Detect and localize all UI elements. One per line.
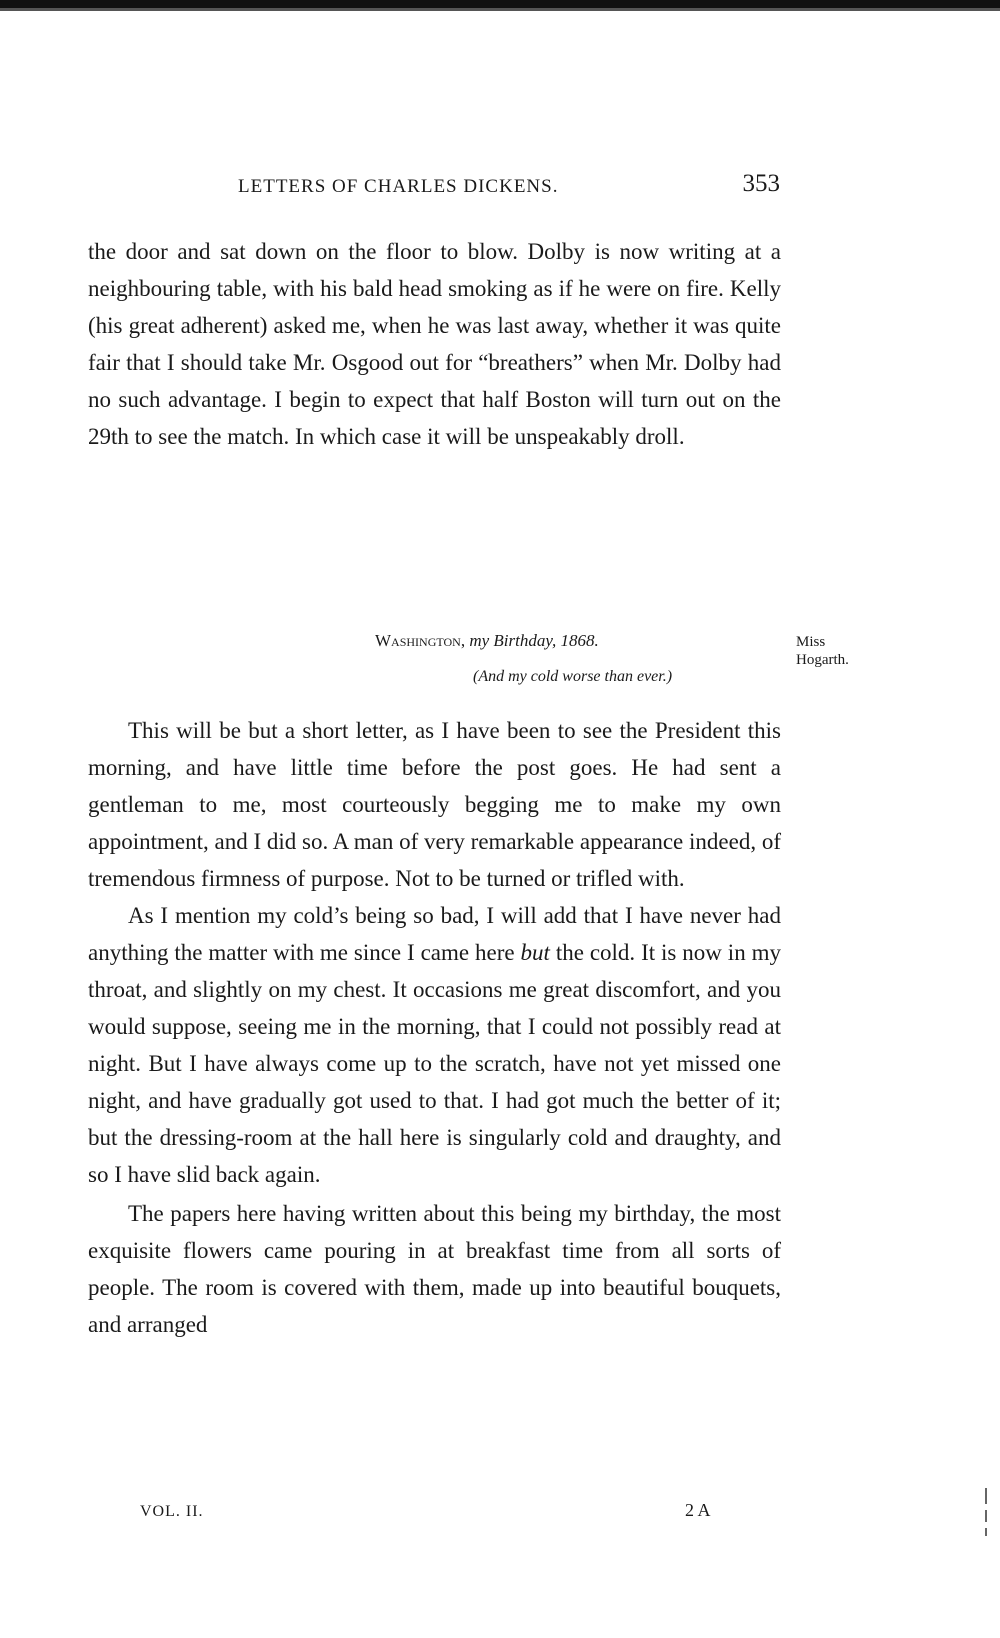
running-title: LETTERS OF CHARLES DICKENS.	[238, 176, 559, 197]
recipient-line-2: Hogarth.	[796, 652, 849, 668]
page-number: 353	[742, 170, 780, 197]
recipient-line-1: Miss	[796, 634, 826, 650]
continuation-paragraph	[88, 233, 781, 455]
scan-margin-mark	[985, 1528, 987, 1536]
letter-paragraph-2-emphasis: but	[520, 940, 550, 965]
scan-edge-shadow	[0, 8, 1000, 11]
letter-note: (And my cold worse than ever.)	[473, 668, 673, 685]
page-header	[238, 170, 780, 198]
letter-date: my Birthday, 1868.	[469, 631, 599, 650]
scan-margin-mark	[985, 1488, 987, 1504]
letter-paragraph-3: The papers here having written about this being my birthday, the most exquisite flowers came pouring in at breakfast time from all sorts of people. The room is covered with them, made up into beautiful bouquets, and arranged	[88, 1201, 781, 1337]
letter-paragraph-2-a: As I mention my cold’s being so bad, I will add that I have never had anything the matter with me since I came here	[88, 903, 781, 965]
letter-paragraph-1: This will be but a short letter, as I have been to see the President this morning, and have little time before the post goes. He had sent a gentleman to me, most courteously begging me to make my own appointment, and I did so. A man of very remarkable appearance indeed, of tremendous firmness of purpose. Not to be turned or trifled with.	[88, 718, 781, 891]
letter-paragraph-2	[88, 897, 781, 1193]
scan-margin-mark	[985, 1510, 987, 1522]
footer-volume: VOL. II.	[140, 1503, 204, 1520]
continuation-text: the door and sat down on the floor to blow. Dolby is now writing at a neighbouring table, with his bald head smoking as if he were on fire. Kelly (his great adherent) asked me, when he was last away, whether it was quite fair that I should take Mr. Osgood out for “breathers” when Mr. Dolby had no such advantage. I begin to expect that half Boston will turn out on the 29th to see the match. In which case it will be unspeakably droll.	[88, 239, 781, 449]
scan-edge-bar	[0, 0, 1000, 8]
footer-signature: 2 A	[685, 1500, 711, 1520]
letter-body	[88, 712, 781, 1343]
letter-dateline	[375, 631, 599, 651]
letter-paragraph-2-b: the cold. It is now in my throat, and slightly on my chest. It occasions me great discomfort, and you would suppose, seeing me in the morning, that I could not possibly read at night. But I have always come up to the scratch, have not yet missed one night, and have gradually got used to that. I had got much the better of it; but the dressing-room at the hall here is singularly cold and draughty, and so I have slid back again.	[88, 940, 781, 1187]
letter-place: Washington,	[375, 631, 466, 650]
recipient-margin-note	[796, 633, 849, 669]
